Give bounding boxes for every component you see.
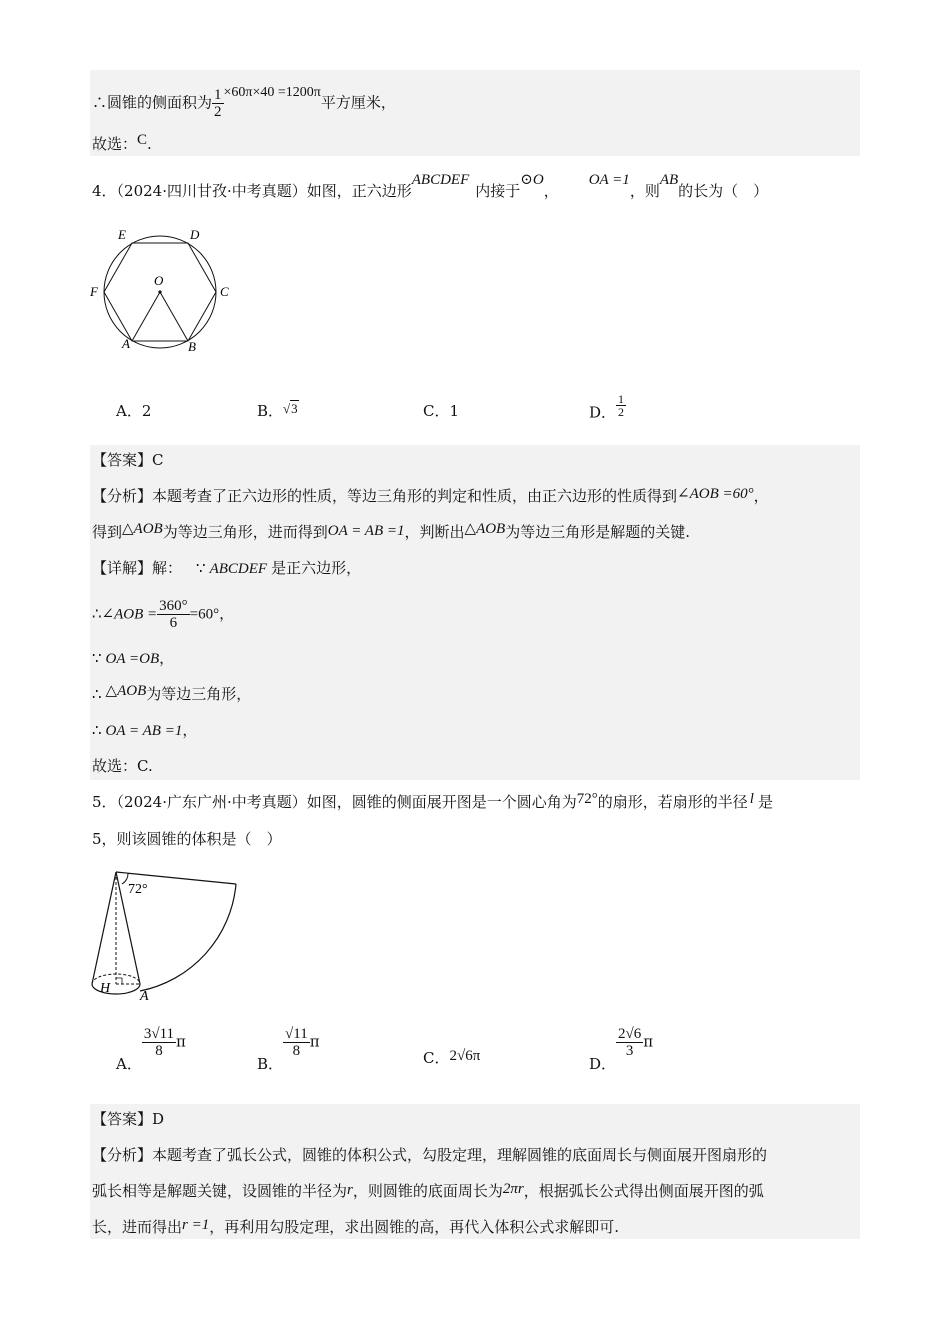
a5-analysis-2: 弧长相等是解题关键，设圆锥的半径为r，则圆锥的底面周长为2πr，根据弧长公式得出侧面展开图的弧 [92, 1181, 764, 1200]
fraction: $\frac{3√11}{8}$ [143, 1026, 175, 1059]
a4-detail-4: ∴ △AOB为等边三角形， [92, 683, 252, 703]
q4-stem: 4．（2024·四川甘孜·中考真题）如图，正六边形ABCDEF内接于⊙O，OA =1，则AB的长为（ ） [92, 172, 769, 200]
segment-OA [132, 292, 160, 341]
sector-arc [140, 884, 236, 991]
q5-stem-1: 5．（2024·广东广州·中考真题）如图，圆锥的侧面展开图是一个圆心角为72°的扇形，若扇形的半径 l 是 [92, 791, 773, 811]
segment-OB [160, 292, 188, 341]
a4-analysis-2: 得到△AOB为等边三角形，进而得到OA = AB =1，判断出△AOB为等边三角形是解题的关键. [92, 521, 691, 541]
label-F: F [90, 284, 98, 299]
hexagon-figure [86, 224, 236, 354]
right-angle-mark [116, 978, 122, 984]
a5-analysis-1: 【分析】本题考查了弧长公式，圆锥的体积公式，勾股定理，理解圆锥的底面周长与侧面展开图扇形的 [92, 1146, 768, 1164]
fraction: $\frac{1}{2}$ [618, 392, 625, 419]
label-B: B [188, 339, 196, 354]
label-D: D [190, 227, 200, 242]
center-point [158, 290, 161, 293]
label-E: E [118, 227, 126, 242]
label-A: A [140, 989, 149, 1004]
prev-line-2: 故选：C. [92, 132, 152, 153]
cone-figure [88, 866, 248, 1006]
a5-answer: 【答案】D [92, 1110, 165, 1128]
label-O: O [154, 273, 164, 288]
a5-analysis-3: 长，进而得出r =1，再利用勾股定理，求出圆锥的高，再代入体积公式求解即可. [92, 1217, 620, 1236]
a4-detail-2: ∴∠AOB = $\frac{360^\circ}{6}$ =60°， [92, 598, 235, 631]
a4-detail-3: ∵ OA =OB， [92, 649, 175, 667]
q4-option-c: C．1 [423, 402, 460, 420]
q5-stem-2: 5，则该圆锥的体积是（ ） [92, 830, 282, 848]
prev-line-1: ∴圆锥的侧面积为 $\frac{1}{2}$ ×60π×40 =1200π平方厘米， [92, 84, 396, 120]
q5-option-d: D． $\frac{2√6}{3}$ π [589, 1026, 654, 1073]
fraction: $\frac{360^\circ}{6}$ [159, 598, 188, 631]
q5-option-a: A． $\frac{3√11}{8}$ π [116, 1026, 186, 1073]
q5-option-b: B． $\frac{√11}{8}$ π [257, 1026, 320, 1073]
a4-detail-1: 【详解】解： ∵ ABCDEF 是正六边形， [92, 559, 362, 577]
a4-detail-6: 故选：C. [92, 757, 153, 775]
fraction: $\frac{2√6}{3}$ [618, 1026, 642, 1059]
label-H: H [100, 981, 111, 996]
q4-option-d: D． $\frac{1}{2}$ [589, 392, 625, 422]
angle-label: 72° [128, 882, 148, 897]
fraction: $\frac{1}{2}$ [214, 87, 222, 120]
cone-left-side [92, 872, 116, 984]
q4-option-b: B．√3 [257, 401, 298, 420]
label-C: C [220, 284, 229, 299]
q5-option-c: C．2√6π [423, 1048, 481, 1067]
a4-detail-5: ∴ OA = AB =1， [92, 721, 198, 739]
fraction: $\frac{√11}{8}$ [285, 1026, 308, 1059]
a4-analysis-1: 【分析】本题考查了正六边形的性质，等边三角形的判定和性质，由正六边形的性质得到∠AOB =60°， [92, 486, 769, 505]
label-A: A [122, 336, 130, 351]
a4-answer: 【答案】C [92, 451, 164, 469]
q4-option-a: A．2 [116, 402, 152, 420]
